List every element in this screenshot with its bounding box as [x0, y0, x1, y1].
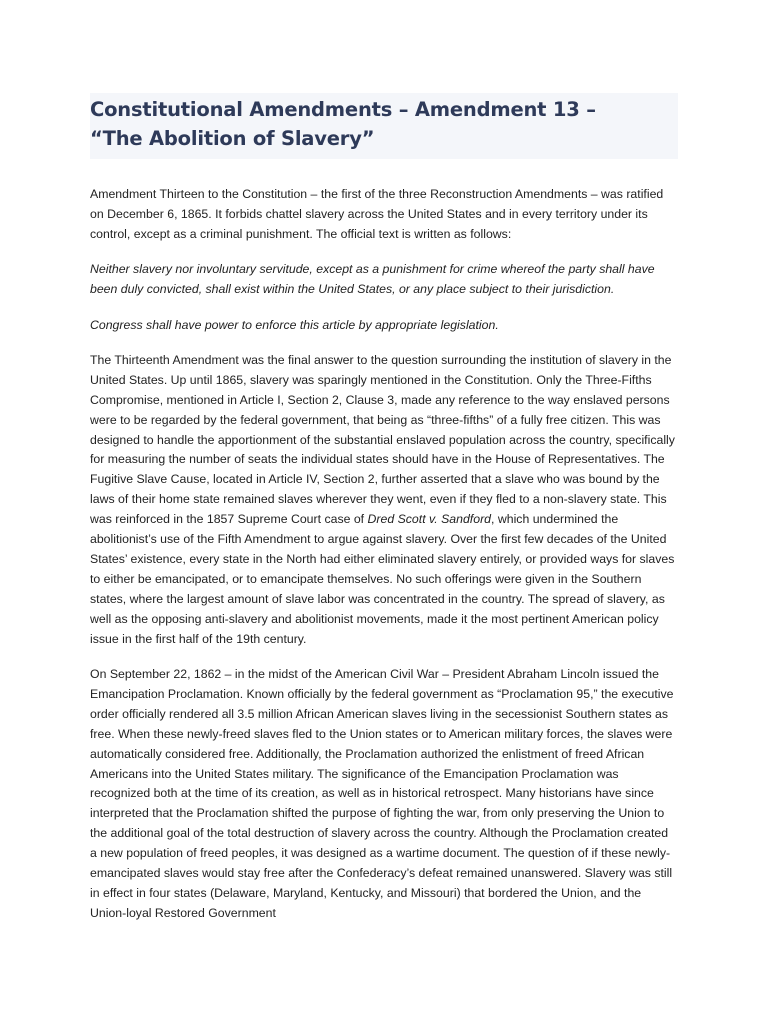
intro-paragraph: Amendment Thirteen to the Constitution – the first of the three Reconstruction Amendments – was ratified on December 6, 1865. It forbids chattel slavery across the United States and in every territory under its control, except as a criminal punishment. The official text is written as follows: [90, 187, 664, 241]
page-title-line-2: “The Abolition of Slavery” [90, 127, 375, 150]
history-paragraph [90, 351, 678, 650]
emancipation-paragraph: On September 22, 1862 – in the midst of the American Civil War – President Abraham Lincoln issued the Emancipation Proclamation. Known officially by the federal government as “Proclamation 95,” the executive order officially rendered all 3.5 million African American slaves living in the secessionist Southern states as free. When these newly-freed slaves fled to the Union states or to American military forces, the slaves were automatically considered free. Additionally, the Proclamation authorized the enlistment of freed African Americans into the United States military. The significance of the Emancipation Proclamation was recognized both at the time of its creation, as well as in historical retrospect. Many historians have since interpreted that the Proclamation shifted the purpose of fighting the war, from only preserving the Union to the additional goal of the total destruction of slavery across the country. Although the Proclamation created a new population of freed peoples, it was designed as a wartime document. The question of if these newly-emancipated slaves would stay free after the Confederacy’s defeat remained unanswered. Slavery was still in effect in four states (Delaware, Maryland, Kentucky, and Missouri) that bordered the Union, and the Union-loyal Restored Government [90, 667, 674, 920]
history-paragraph-part-2: , which undermined the abolitionist’s use of the Fifth Amendment to argue against slavery. Over the first few decades of the United States’ existence, every state in the North had either eliminated slavery entirely, or provided ways for slaves to either be emancipated, or to emancipate themselves. No such offerings were given in the Southern states, where the largest amount of slave labor was concentrated in the country. The spread of slavery, as well as the opposing anti-slavery and abolitionist movements, made it the most pertinent American policy issue in the first half of the 19th century. [90, 512, 675, 646]
document-page [90, 93, 678, 939]
page-title-line-1: Constitutional Amendments – Amendment 13 – [90, 98, 596, 121]
history-paragraph-part-1: The Thirteenth Amendment was the final answer to the question surrounding the institution of slavery in the United States. Up until 1865, slavery was sparingly mentioned in the Constitution. Only the Three-Fifths Compromise, mentioned in Article I, Section 2, Clause 3, made any reference to the way enslaved persons were to be regarded by the federal government, that being as “three-fifths” of a fully free citizen. This was designed to handle the apportionment of the substantial enslaved population across the country, specifically for measuring the number of seats the individual states should have in the House of Representatives. The Fugitive Slave Cause, located in Article IV, Section 2, further asserted that a slave who was bound by the laws of their home state remained slaves wherever they went, even if they fled to a non-slavery state. This was reinforced in the 1857 Supreme Court case of [90, 352, 675, 527]
amendment-section-1-quote: Neither slavery nor involuntary servitude, except as a punishment for crime whereof the party shall have been duly convicted, shall exist within the United States, or any place subject to their jurisdiction. [90, 262, 655, 297]
title-block [90, 93, 678, 159]
case-name: Dred Scott v. Sandford [367, 512, 492, 527]
amendment-section-2-quote: Congress shall have power to enforce this article by appropriate legislation. [90, 317, 499, 332]
